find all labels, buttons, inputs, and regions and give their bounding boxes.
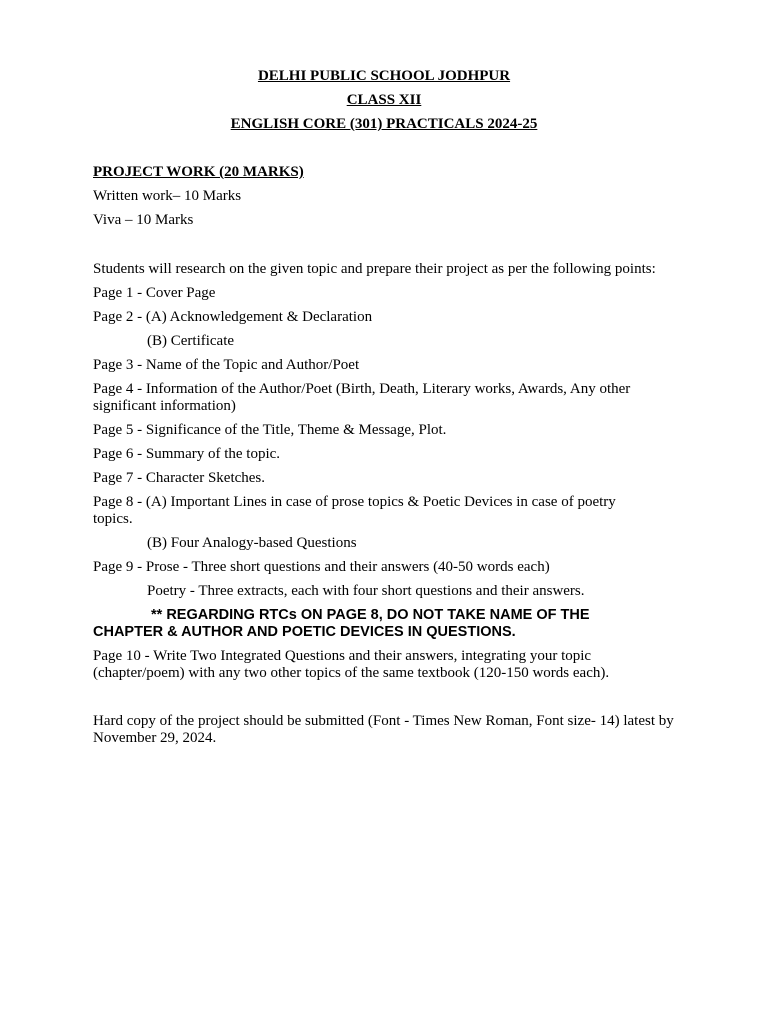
submission-text: Hard copy of the project should be submitted (Font - Times New Roman, Font size- 14) latest by November 29, 2024. <box>93 713 674 746</box>
subject-title: ENGLISH CORE (301) PRACTICALS 2024-25 <box>230 116 538 132</box>
intro-text: Students will research on the given topic and prepare their project as per the following points: <box>93 261 656 277</box>
class-title: CLASS XII <box>346 92 422 108</box>
written-marks: Written work– 10 Marks <box>93 188 242 204</box>
rtc-note-line-2: CHAPTER & AUTHOR AND POETIC DEVICES IN QUESTIONS. <box>93 624 516 640</box>
project-heading: PROJECT WORK (20 MARKS) <box>93 164 304 180</box>
page-7-item: Page 7 - Character Sketches. <box>93 470 266 486</box>
page-2b-item: (B) Certificate <box>147 333 235 349</box>
page-8a-item: Page 8 - (A) Important Lines in case of prose topics & Poetic Devices in case of poetry topics. <box>93 494 616 527</box>
rtc-note-line-1: ** REGARDING RTCs ON PAGE 8, DO NOT TAKE NAME OF THE <box>151 607 590 623</box>
page-9b-item: Poetry - Three extracts, each with four short questions and their answers. <box>147 583 585 599</box>
page-9a-item: Page 9 - Prose - Three short questions and their answers (40-50 words each) <box>93 559 550 575</box>
viva-marks: Viva – 10 Marks <box>93 212 194 228</box>
page-10-item: Page 10 - Write Two Integrated Questions and their answers, integrating your topic (chapter/poem) with any two other topics of the same textbook (120-150 words each). <box>93 648 610 681</box>
page-3-item: Page 3 - Name of the Topic and Author/Poet <box>93 357 360 373</box>
page-2a-item: Page 2 - (A) Acknowledgement & Declaration <box>93 309 373 325</box>
page-5-item: Page 5 - Significance of the Title, Theme & Message, Plot. <box>93 422 447 438</box>
page-4-item: Page 4 - Information of the Author/Poet (Birth, Death, Literary works, Awards, Any other significant information) <box>93 381 631 414</box>
page-1-item: Page 1 - Cover Page <box>93 285 216 301</box>
school-name: DELHI PUBLIC SCHOOL JODHPUR <box>257 68 511 84</box>
page-8b-item: (B) Four Analogy-based Questions <box>147 535 357 551</box>
page-6-item: Page 6 - Summary of the topic. <box>93 446 281 462</box>
